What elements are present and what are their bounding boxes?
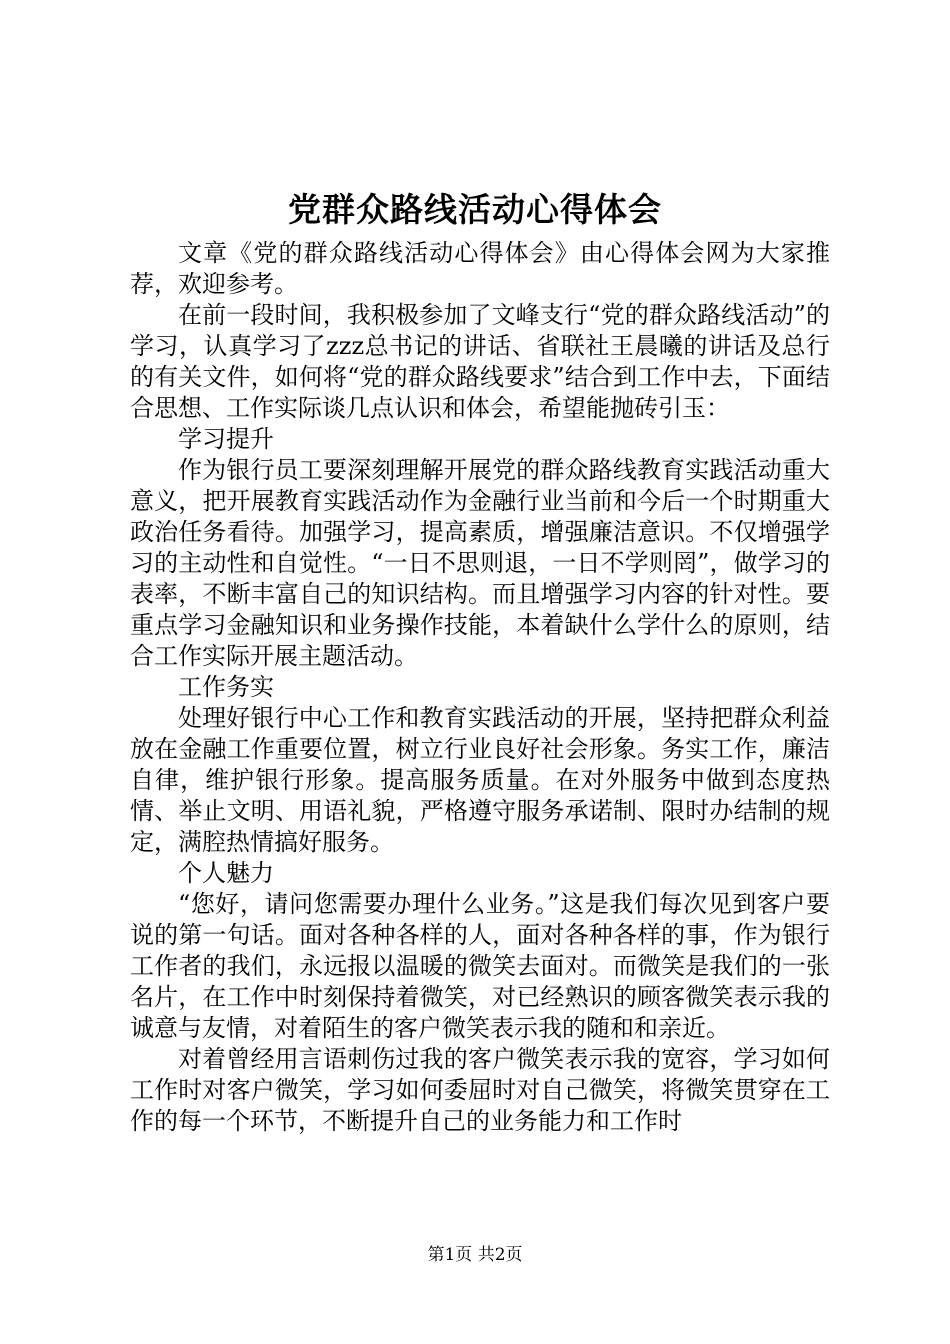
section-heading-work: 工作务实 <box>178 673 274 701</box>
section-heading-charm: 个人魅力 <box>178 859 274 887</box>
paragraph-study: 作为银行员工要深刻理解开展党的群众路线教育实践活动重大意义，把开展教育实践活动作为金融行业当前和今后一个时期重大政治任务看待。加强学习，提高素质，增强廉洁意识。不仅增强学习的主动性和自觉性。“一日不思则退，一日不学则罔”，做学习的表率，不断丰富自己的知识结构。而且增强学习内容的针对性。要重点学习金融知识和业务操作技能，本着缺什么学什么的原则，结合工作实际开展主题活动。 <box>130 456 830 670</box>
paragraph-smile: 对着曾经用言语刺伤过我的客户微笑表示我的宽容，学习如何工作时对客户微笑，学习如何委屈时对自己微笑，将微笑贯穿在工作的每一个环节，不断提升自己的业务能力和工作时 <box>130 1045 830 1135</box>
paragraph-intro: 文章《党的群众路线活动心得体会》由心得体会网为大家推荐，欢迎参考。 <box>130 239 830 298</box>
paragraph-charm: “您好，请问您需要办理什么业务。”这是我们每次见到客户要说的第一句话。面对各种各样的人，面对各种各样的事，作为银行工作者的我们，永远报以温暖的微笑去面对。而微笑是我们的一张名片，在工作中时刻保持着微笑，对已经熟识的顾客微笑表示我的诚意与友情，对着陌生的客户微笑表示我的随和和亲近。 <box>130 890 830 1042</box>
page-number-footer: 第1页 共2页 <box>427 1245 523 1265</box>
paragraph-background: 在前一段时间，我积极参加了文峰支行“党的群众路线活动”的学习，认真学习了zzz总书记的讲话、省联社王晨曦的讲话及总行的有关文件，如何将“党的群众路线要求”结合到工作中去，下面结合思想、工作实际谈几点认识和体会，希望能抛砖引玉： <box>130 301 830 422</box>
paragraph-work: 处理好银行中心工作和教育实践活动的开展，坚持把群众利益放在金融工作重要位置，树立行业良好社会形象。务实工作，廉洁自律，维护银行形象。提高服务质量。在对外服务中做到态度热情、举止文明、用语礼貌，严格遵守服务承诺制、限时办结制的规定，满腔热情搞好服务。 <box>130 704 830 856</box>
document-body <box>130 238 830 1137</box>
section-heading-study: 学习提升 <box>178 425 274 453</box>
document-title: 党群众路线活动心得体会 <box>288 190 662 229</box>
